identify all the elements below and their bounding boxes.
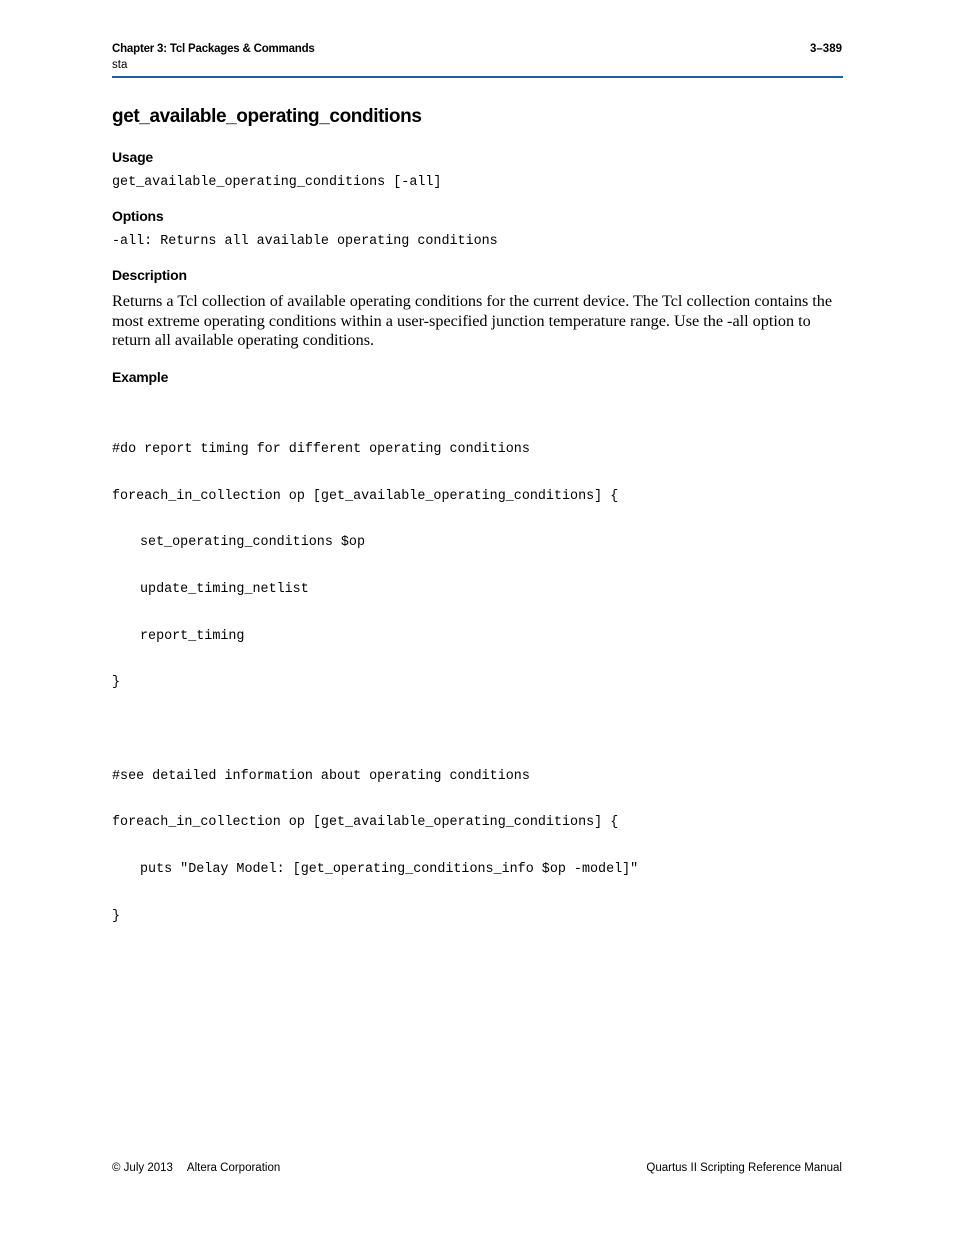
options-heading: Options: [112, 208, 164, 224]
code-line: foreach_in_collection op [get_available_operating_conditions] {: [112, 815, 619, 831]
usage-syntax: get_available_operating_conditions [-all]: [112, 175, 442, 190]
code-line: }: [112, 675, 121, 691]
code-line: foreach_in_collection op [get_available_operating_conditions] {: [112, 488, 619, 504]
code-line: #see detailed information about operating conditions: [112, 768, 530, 784]
code-line: #do report timing for different operating conditions: [112, 442, 530, 458]
page-title: get_available_operating_conditions: [112, 106, 422, 127]
description-text: Returns a Tcl collection of available operating conditions for the current device. The Tcl collection contains the most extreme operating conditions within a user-specified junction temperature range. Use the -all option to return all available operating conditions.: [112, 292, 833, 350]
code-line: puts "Delay Model: [get_operating_conditions_info $op -model]": [140, 861, 639, 877]
usage-heading: Usage: [112, 149, 154, 165]
footer-date: © July 2013: [112, 1162, 173, 1174]
description-heading: Description: [112, 267, 187, 283]
page-number: 3–389: [810, 43, 842, 55]
running-header-section: sta: [112, 59, 128, 71]
footer-company: Altera Corporation: [186, 1162, 281, 1174]
header-rule: [112, 76, 843, 78]
code-line: set_operating_conditions $op: [140, 535, 365, 551]
running-header-chapter: Chapter 3: Tcl Packages & Commands: [112, 43, 315, 55]
footer-left: [112, 1162, 280, 1174]
code-line: report_timing: [140, 628, 245, 644]
code-blank-line: [112, 722, 638, 738]
code-line: }: [112, 908, 121, 924]
example-code: [112, 411, 638, 940]
footer-manual-title: Quartus II Scripting Reference Manual: [646, 1162, 842, 1174]
options-text: -all: Returns all available operating conditions: [112, 234, 498, 249]
code-line: update_timing_netlist: [140, 582, 309, 598]
example-heading: Example: [112, 369, 169, 385]
